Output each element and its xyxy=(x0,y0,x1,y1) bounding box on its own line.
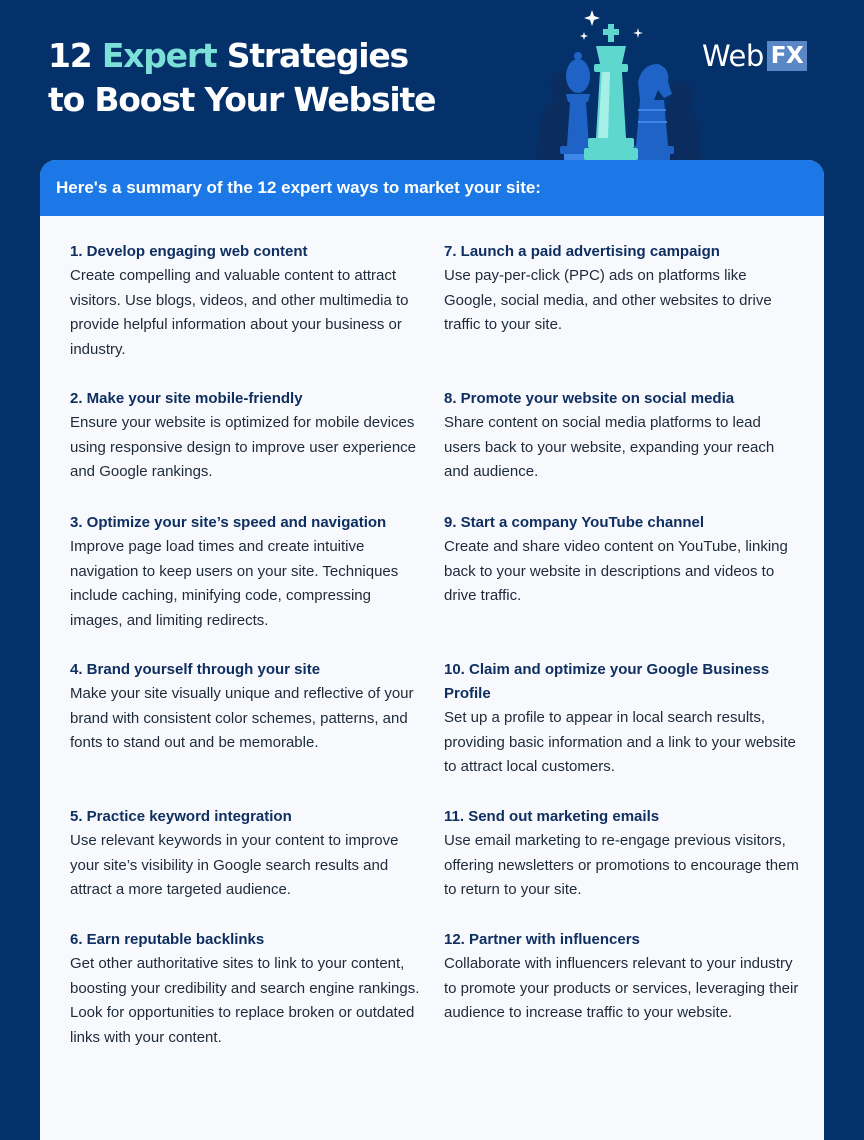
strategy-title: 5. Practice keyword integration xyxy=(70,808,292,825)
strategy-body: Share content on social media platforms to lead users back to your website, expanding your reach and audience. xyxy=(444,414,775,481)
strategy-body: Use email marketing to re-engage previous visitors, offering newsletters or promotions to encourage them to return to your site. xyxy=(444,832,799,899)
page-title xyxy=(48,34,435,122)
strategy-body: Create and share video content on YouTube, linking back to your website in descriptions and videos to drive traffic. xyxy=(444,538,788,605)
strategy-title: 7. Launch a paid advertising campaign xyxy=(444,243,720,260)
strategy-title: 4. Brand yourself through your site xyxy=(70,661,321,678)
title-line1-pre: 12 xyxy=(48,36,102,75)
webfx-logo xyxy=(702,40,807,72)
strategy-item xyxy=(444,805,800,903)
summary-card xyxy=(40,160,824,1140)
strategy-item xyxy=(70,658,426,756)
strategy-body: Collaborate with influencers relevant to your industry to promote your products or services, leveraging their audience to increase traffic to your website. xyxy=(444,955,799,1022)
strategy-item xyxy=(70,387,426,485)
strategy-title: 3. Optimize your site’s speed and navigation xyxy=(70,514,387,531)
title-line2: to Boost Your Website xyxy=(48,80,436,119)
logo-web-text: Web xyxy=(702,39,764,73)
strategy-item xyxy=(444,928,800,1026)
strategy-body: Improve page load times and create intuitive navigation to keep users on your site. Techniques include caching, minifying code, compressing images, and limiting redirects. xyxy=(70,538,399,629)
strategy-item xyxy=(444,387,800,485)
strategy-body: Get other authoritative sites to link to your content, boosting your credibility and search engine rankings. Look for opportunities to replace broken or outdated links with your content. xyxy=(70,955,420,1046)
strategy-body: Create compelling and valuable content to attract visitors. Use blogs, videos, and other multimedia to provide helpful information about your business or industry. xyxy=(70,267,409,358)
strategy-body: Use pay-per-click (PPC) ads on platforms like Google, social media, and other websites to drive traffic to your site. xyxy=(444,267,772,334)
strategy-item xyxy=(70,928,426,1050)
title-line1-post: Strategies xyxy=(216,36,408,75)
strategy-title: 2. Make your site mobile-friendly xyxy=(70,390,303,407)
strategy-item xyxy=(70,511,426,633)
strategy-title: 1. Develop engaging web content xyxy=(70,243,308,260)
strategy-title: 9. Start a company YouTube channel xyxy=(444,514,705,531)
strategy-item xyxy=(444,511,800,609)
chess-pieces-illustration xyxy=(526,6,706,162)
strategy-body: Make your site visually unique and reflective of your brand with consistent color schemes, patterns, and fonts to stand out and be memorable. xyxy=(70,685,414,752)
strategy-title: 10. Claim and optimize your Google Business Profile xyxy=(444,661,770,702)
strategy-item xyxy=(70,240,426,362)
card-heading: Here's a summary of the 12 expert ways to market your site: xyxy=(40,160,824,216)
strategy-title: 6. Earn reputable backlinks xyxy=(70,931,265,948)
strategy-title: 11. Send out marketing emails xyxy=(444,808,660,825)
strategy-item xyxy=(70,805,426,903)
strategy-body: Ensure your website is optimized for mobile devices using responsive design to improve user experience and Google rankings. xyxy=(70,414,417,481)
strategy-title: 8. Promote your website on social media xyxy=(444,390,735,407)
title-accent-word: Expert xyxy=(101,36,217,75)
strategy-item xyxy=(444,240,800,338)
strategy-item xyxy=(444,658,800,780)
logo-fx-badge: FX xyxy=(767,41,807,71)
strategy-body: Use relevant keywords in your content to improve your site’s visibility in Google search results and attract a more targeted audience. xyxy=(70,832,399,899)
strategy-body: Set up a profile to appear in local search results, providing basic information and a link to your website to attract local customers. xyxy=(444,709,796,776)
strategy-title: 12. Partner with influencers xyxy=(444,931,640,948)
